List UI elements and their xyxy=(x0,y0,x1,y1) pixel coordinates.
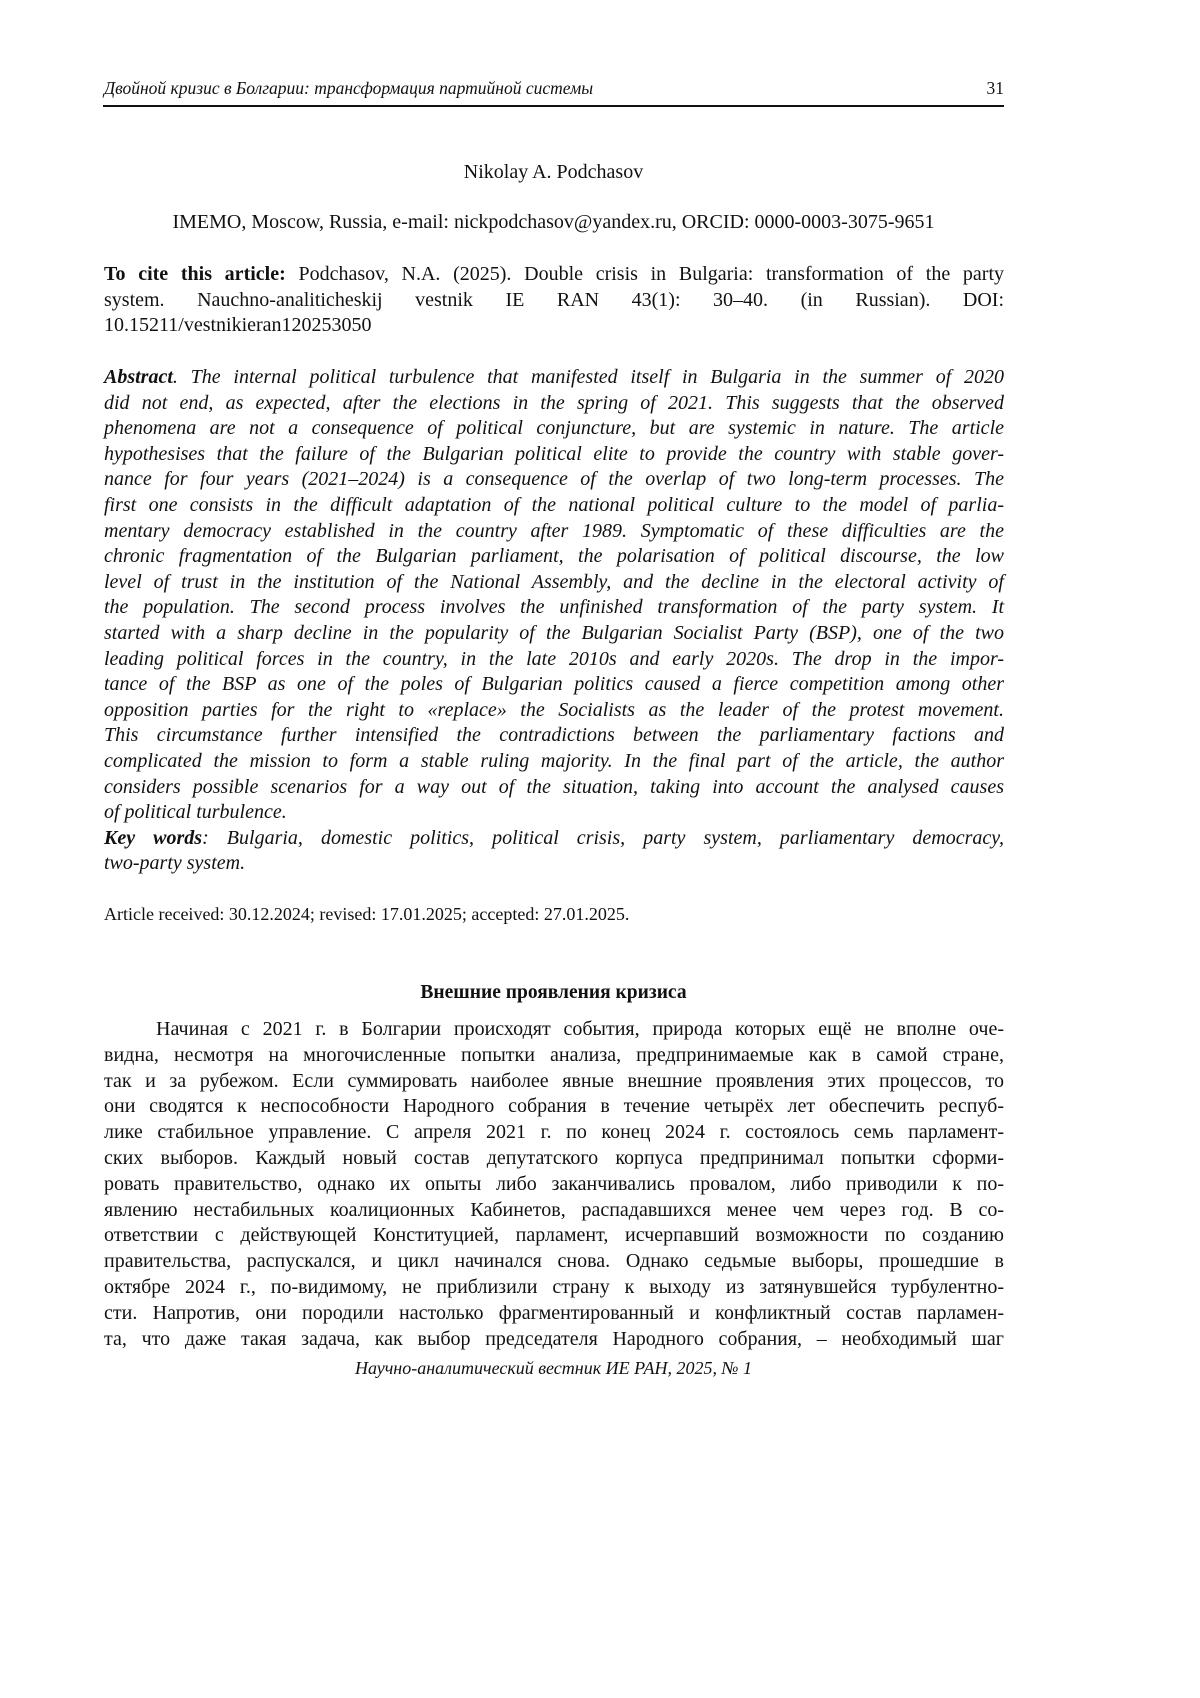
line-text: level of trust in the institution of the National Assembly, and the decline in the electoral activity of xyxy=(104,570,1004,593)
text-line xyxy=(104,365,1004,391)
line-text: та, что даже такая задача, как выбор председателя Народного собрания, – необходимый шаг xyxy=(104,1327,1004,1350)
line-text: ответствии с действующей Конституцией, парламент, исчерпавший возможности по созданию xyxy=(104,1224,1004,1247)
line-text: видна, несмотря на многочисленные попытки анализа, предпринимаемые как в самой стране, xyxy=(104,1043,1004,1066)
running-title: Двойной кризис в Болгарии: трансформация партийной системы xyxy=(104,78,594,98)
line-text: considers possible scenarios for a way out of the situation, taking into account the analysed causes xyxy=(104,775,1004,798)
line-text: . The internal political turbulence that manifested itself in Bulgaria in the summer of 2020 xyxy=(172,366,1004,388)
text-line xyxy=(104,442,1004,468)
author-affiliation: IMEMO, Moscow, Russia, e-mail: nickpodchasov@yandex.ru, ORCID: 0000-0003-3075-9651 xyxy=(172,211,935,233)
citation-block xyxy=(104,262,1004,339)
text-line xyxy=(104,1327,1004,1353)
text-line xyxy=(104,313,1004,339)
text-line xyxy=(104,519,1004,545)
line-text: 10.15211/vestnikieran120253050 xyxy=(104,314,372,337)
section-heading: Внешние проявления кризиса xyxy=(420,982,687,1003)
line-text: так и за рубежом. Если суммировать наиболее явные внешние проявления этих процессов, то xyxy=(104,1069,1004,1092)
text-line xyxy=(104,647,1004,673)
text-line xyxy=(104,749,1004,775)
text-line xyxy=(104,1094,1004,1120)
text-line xyxy=(104,672,1004,698)
line-text: chronic fragmentation of the Bulgarian parliament, the polarisation of political discourse, the low xyxy=(104,545,1004,568)
text-line xyxy=(104,698,1004,724)
text-line xyxy=(104,1043,1004,1069)
text-line xyxy=(104,391,1004,417)
header-rule xyxy=(103,105,1004,107)
label: Key words xyxy=(104,826,203,849)
text-line xyxy=(104,1249,1004,1275)
line-text: ровать правительство, однако их опыты либо заканчивались провалом, либо приводили к по- xyxy=(104,1172,1004,1195)
label: Abstract xyxy=(104,366,173,388)
line-text: Podchasov, N.A. (2025). Double crisis in Bulgaria: transformation of the party xyxy=(285,263,1005,285)
text-line xyxy=(104,621,1004,647)
line-text: октябре 2024 г., по-видимому, не приблизили страну к выходу из затянувшейся турбулентно- xyxy=(104,1275,1004,1298)
line-text: : Bulgaria, domestic politics, political crisis, party system, parliamentary democracy, xyxy=(202,826,1005,849)
article-dates: Article received: 30.12.2024; revised: 17.01.2025; accepted: 27.01.2025. xyxy=(104,904,630,924)
line-text: phenomena are not a consequence of political conjuncture, but are systemic in nature. The article xyxy=(104,417,1004,440)
line-text: tance of the BSP as one of the poles of Bulgarian politics caused a fierce competition among other xyxy=(104,673,1004,696)
text-line xyxy=(104,1223,1004,1249)
author-name: Nikolay A. Podchasov xyxy=(463,161,644,183)
text-line xyxy=(104,826,1004,852)
body-text xyxy=(104,1017,1004,1352)
text-line xyxy=(104,851,1004,877)
line-text: nance for four years (2021–2024) is a consequence of the overlap of two long-term processes. The xyxy=(104,468,1004,491)
text-line xyxy=(104,544,1004,570)
text-line xyxy=(104,493,1004,519)
line-text: они сводятся к неспособности Народного собрания в течение четырёх лет обеспечить респуб- xyxy=(104,1095,1004,1118)
line-text: hypothesises that the failure of the Bulgarian political elite to provide the country with stable gover- xyxy=(104,442,1004,465)
text-line xyxy=(104,1198,1004,1224)
page-number: 31 xyxy=(986,78,1004,98)
line-text: the population. The second process involves the unfinished transformation of the party system. It xyxy=(104,596,1004,619)
text-line xyxy=(104,1275,1004,1301)
abstract-block xyxy=(104,365,1004,877)
line-text: This circumstance further intensified the contradictions between the parliamentary factions and xyxy=(104,724,1004,747)
text-line xyxy=(104,1172,1004,1198)
line-text: of political turbulence. xyxy=(104,801,287,824)
line-text: правительства, распускался, и цикл начинался снова. Однако седьмые выборы, прошедшие в xyxy=(104,1250,1004,1273)
text-line xyxy=(104,1120,1004,1146)
line-text: system. Nauchno-analiticheskij vestnik IE RAN 43(1): 30–40. (in Russian). DOI: xyxy=(104,288,1004,311)
line-text: did not end, as expected, after the elections in the spring of 2021. This suggests that the observed xyxy=(104,391,1004,414)
text-line xyxy=(104,467,1004,493)
text-line xyxy=(104,262,1004,288)
label: To cite this article: xyxy=(104,263,286,285)
text-line xyxy=(104,1069,1004,1095)
text-line xyxy=(104,1017,1004,1043)
text-line xyxy=(104,1301,1004,1327)
line-text: явлению нестабильных коалиционных Кабинетов, распадавшихся менее чем через год. В со- xyxy=(104,1198,1004,1221)
line-text: leading political forces in the country, in the late 2010s and early 2020s. The drop in the impor- xyxy=(104,647,1004,670)
line-text: opposition parties for the right to «replace» the Socialists as the leader of the protest movement. xyxy=(104,698,1004,721)
line-text: two-party system. xyxy=(104,852,246,875)
line-text: mentary democracy established in the country after 1989. Symptomatic of these difficulties are the xyxy=(104,519,1004,542)
line-text: started with a sharp decline in the popularity of the Bulgarian Socialist Party (BSP), one of the two xyxy=(104,621,1004,644)
text-line xyxy=(104,775,1004,801)
text-line xyxy=(104,288,1004,314)
line-text: Начиная с 2021 г. в Болгарии происходят события, природа которых ещё не вполне оче- xyxy=(156,1018,1004,1040)
text-line xyxy=(104,595,1004,621)
text-line xyxy=(104,723,1004,749)
line-text: first one consists in the difficult adaptation of the national political culture to the model of parlia- xyxy=(104,493,1004,516)
line-text: complicated the mission to form a stable ruling majority. In the final part of the article, the author xyxy=(104,749,1004,772)
text-line xyxy=(104,416,1004,442)
line-text: сти. Напротив, они породили настолько фрагментированный и конфликтный состав парламен- xyxy=(104,1301,1004,1324)
journal-footer: Научно-аналитический вестник ИЕ РАН, 2025, № 1 xyxy=(354,1358,753,1378)
text-line xyxy=(104,1146,1004,1172)
text-line xyxy=(104,570,1004,596)
text-line xyxy=(104,800,1004,826)
line-text: лике стабильное управление. С апреля 2021 г. по конец 2024 г. состоялось семь парламент- xyxy=(104,1121,1004,1144)
line-text: ских выборов. Каждый новый состав депутатского корпуса предпринимал попытки сформи- xyxy=(104,1146,1004,1169)
